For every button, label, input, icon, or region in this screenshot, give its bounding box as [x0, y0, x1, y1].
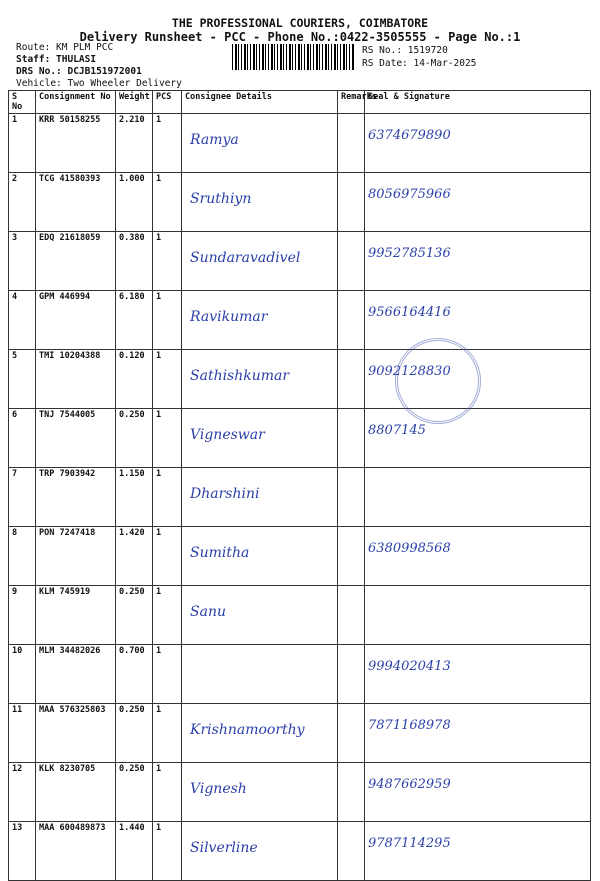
cell-sno: 7: [9, 468, 36, 527]
route-label: Route: KM PLM PCC: [16, 42, 114, 53]
cell-remarks: [338, 409, 365, 468]
rs-number: RS No.: 1519720: [362, 45, 448, 56]
cell-remarks: [338, 704, 365, 763]
cell-remarks: [338, 114, 365, 173]
table-row: [9, 409, 591, 468]
cell-sno: 12: [9, 763, 36, 822]
cell-pcs: 1: [153, 468, 182, 527]
cell-seal: [365, 586, 591, 645]
table-row: [9, 232, 591, 291]
cell-consignment: TNJ 7544005: [36, 409, 116, 468]
cell-consignment: KLM 745919: [36, 586, 116, 645]
cell-weight: 0.250: [116, 409, 153, 468]
cell-consignee: Sundaravadivel: [182, 232, 338, 291]
courier-stamp: [395, 338, 481, 424]
cell-sno: 1: [9, 114, 36, 173]
cell-seal: 6380998568: [365, 527, 591, 586]
col-weight: Weight: [116, 91, 153, 114]
cell-remarks: [338, 527, 365, 586]
cell-pcs: 1: [153, 704, 182, 763]
cell-remarks: [338, 291, 365, 350]
col-seal-signature: Seal & Signature: [365, 91, 591, 114]
table-row: [9, 291, 591, 350]
cell-remarks: [338, 822, 365, 881]
cell-remarks: [338, 232, 365, 291]
col-pcs: PCS: [153, 91, 182, 114]
rs-date: RS Date: 14-Mar-2025: [362, 58, 477, 69]
cell-remarks: [338, 645, 365, 704]
table-row: [9, 763, 591, 822]
cell-seal: 7871168978: [365, 704, 591, 763]
cell-pcs: 1: [153, 586, 182, 645]
cell-consignee: Dharshini: [182, 468, 338, 527]
cell-weight: 0.250: [116, 704, 153, 763]
cell-sno: 4: [9, 291, 36, 350]
col-consignee: Consignee Details: [182, 91, 338, 114]
cell-consignee: Sumitha: [182, 527, 338, 586]
cell-seal: 9487662959: [365, 763, 591, 822]
cell-consignee: Sanu: [182, 586, 338, 645]
table-row: [9, 468, 591, 527]
cell-consignment: TMI 10204388: [36, 350, 116, 409]
table-row: [9, 645, 591, 704]
cell-sno: 11: [9, 704, 36, 763]
cell-consignee: Krishnamoorthy: [182, 704, 338, 763]
col-sno: S No: [9, 91, 36, 114]
cell-weight: 1.420: [116, 527, 153, 586]
cell-sno: 5: [9, 350, 36, 409]
table-row: [9, 527, 591, 586]
cell-seal: 8056975966: [365, 173, 591, 232]
cell-weight: 0.250: [116, 763, 153, 822]
cell-consignment: KRR 50158255: [36, 114, 116, 173]
cell-consignment: KLK 8230705: [36, 763, 116, 822]
cell-consignment: PON 7247418: [36, 527, 116, 586]
cell-seal: 9994020413: [365, 645, 591, 704]
cell-remarks: [338, 350, 365, 409]
cell-sno: 8: [9, 527, 36, 586]
cell-sno: 3: [9, 232, 36, 291]
cell-sno: 13: [9, 822, 36, 881]
cell-seal: 9092128830: [365, 350, 591, 409]
cell-consignee: Ravikumar: [182, 291, 338, 350]
cell-consignee: [182, 645, 338, 704]
cell-consignee: Vignesh: [182, 763, 338, 822]
cell-seal: 9566164416: [365, 291, 591, 350]
cell-weight: 6.180: [116, 291, 153, 350]
table-row: [9, 704, 591, 763]
col-remarks: Remarks: [338, 91, 365, 114]
table-row: [9, 173, 591, 232]
cell-consignee: Silverline: [182, 822, 338, 881]
cell-consignment: TRP 7903942: [36, 468, 116, 527]
cell-remarks: [338, 173, 365, 232]
cell-pcs: 1: [153, 763, 182, 822]
cell-sno: 6: [9, 409, 36, 468]
cell-seal: 8807145: [365, 409, 591, 468]
cell-remarks: [338, 763, 365, 822]
cell-consignment: MAA 600489873: [36, 822, 116, 881]
cell-pcs: 1: [153, 350, 182, 409]
table-header-row: [9, 91, 591, 114]
cell-weight: 2.210: [116, 114, 153, 173]
cell-pcs: 1: [153, 645, 182, 704]
table-row: [9, 350, 591, 409]
cell-pcs: 1: [153, 232, 182, 291]
cell-sno: 10: [9, 645, 36, 704]
cell-sno: 2: [9, 173, 36, 232]
cell-consignment: TCG 41580393: [36, 173, 116, 232]
cell-pcs: 1: [153, 114, 182, 173]
cell-seal: [365, 468, 591, 527]
runsheet-subtitle: Delivery Runsheet - PCC - Phone No.:0422-3505555 - Page No.:1: [79, 30, 521, 44]
cell-weight: 1.150: [116, 468, 153, 527]
cell-weight: 1.000: [116, 173, 153, 232]
runsheet-table: [8, 90, 591, 881]
cell-consignment: GPM 446994: [36, 291, 116, 350]
cell-pcs: 1: [153, 173, 182, 232]
cell-consignment: MLM 34482026: [36, 645, 116, 704]
col-consignment: Consignment No: [36, 91, 116, 114]
cell-sno: 9: [9, 586, 36, 645]
cell-consignee: Sruthiyn: [182, 173, 338, 232]
cell-consignee: Ramya: [182, 114, 338, 173]
vehicle-label: Vehicle: Two Wheeler Delivery: [16, 78, 182, 89]
table-row: [9, 114, 591, 173]
barcode-image: [232, 44, 355, 70]
cell-weight: 0.380: [116, 232, 153, 291]
cell-weight: 0.700: [116, 645, 153, 704]
cell-remarks: [338, 468, 365, 527]
cell-consignee: Sathishkumar: [182, 350, 338, 409]
staff-label: Staff: THULASI: [16, 54, 97, 65]
cell-seal: 9787114295: [365, 822, 591, 881]
cell-weight: 1.440: [116, 822, 153, 881]
cell-remarks: [338, 586, 365, 645]
cell-consignment: MAA 576325803: [36, 704, 116, 763]
company-title: THE PROFESSIONAL COURIERS, COIMBATORE: [171, 16, 429, 30]
cell-seal: 6374679890: [365, 114, 591, 173]
cell-weight: 0.120: [116, 350, 153, 409]
cell-consignment: EDQ 21618059: [36, 232, 116, 291]
table-row: [9, 586, 591, 645]
cell-pcs: 1: [153, 291, 182, 350]
cell-pcs: 1: [153, 527, 182, 586]
table-row: [9, 822, 591, 881]
drs-label: DRS No.: DCJB151972001: [16, 66, 142, 77]
cell-weight: 0.250: [116, 586, 153, 645]
cell-pcs: 1: [153, 409, 182, 468]
cell-consignee: Vigneswar: [182, 409, 338, 468]
cell-seal: 9952785136: [365, 232, 591, 291]
cell-pcs: 1: [153, 822, 182, 881]
